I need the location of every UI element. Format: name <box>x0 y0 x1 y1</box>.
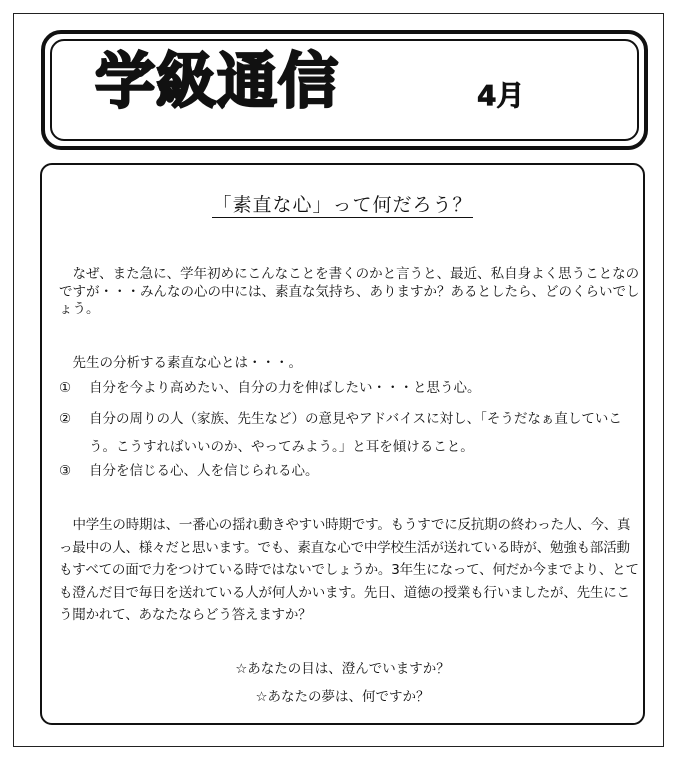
question-eyes: ☆あなたの目は、澄んでいますか？ <box>235 661 450 677</box>
newsletter-month: 4月 <box>477 79 525 112</box>
list-marker: ② <box>59 411 72 427</box>
intro-paragraph: なぜ、また急に、学年初めにこんなことを書くのかと言うと、最近、私自身よく思うことなのですが・・・みんなの心の中には、素直な気持ち、ありますか？あるとしたら、どのくらいでしょう。 <box>59 266 640 317</box>
article-box <box>40 163 645 725</box>
analysis-lead: 先生の分析する素直な心とは・・・。 <box>72 355 302 371</box>
list-marker: ③ <box>59 463 72 479</box>
article-title-text: 「素直な心」って何だろう？ <box>212 194 473 216</box>
list-item-text: 自分を今より高めたい、自分の力を伸ばしたい・・・と思う心。 <box>89 380 481 396</box>
closing-questions <box>42 655 643 711</box>
article-title <box>42 192 643 218</box>
question-dream: ☆あなたの夢は、何ですか？ <box>255 689 430 705</box>
middle-paragraph: 中学生の時期は、一番心の揺れ動きやすい時期です。もうすでに反抗期の終わった人、今、真っ最中の人、様々だと思います。でも、素直な心で中学校生活が送れている時が、勉強も部活動もすべての面で力をつけている時ではないでしょうか。3年生になって、何だか今までより、とても澄んだ目で毎日を送れている人が何人かいます。先日、道徳の授業も行いましたが、先生にこう聞かれて、あなたならどう答えますか？ <box>59 517 639 623</box>
newsletter-title: 学級通信 <box>95 47 339 117</box>
list-item-text: 自分を信じる心、人を信じられる心。 <box>89 463 319 479</box>
list-marker: ① <box>59 380 72 396</box>
list-item-text: 自分の周りの人（家族、先生など）の意見やアドバイスに対し、「そうだなぁ直していこう。こうすればいいのか、やってみよう。」と耳を傾けること。 <box>89 411 622 455</box>
newsletter-header <box>41 30 648 150</box>
